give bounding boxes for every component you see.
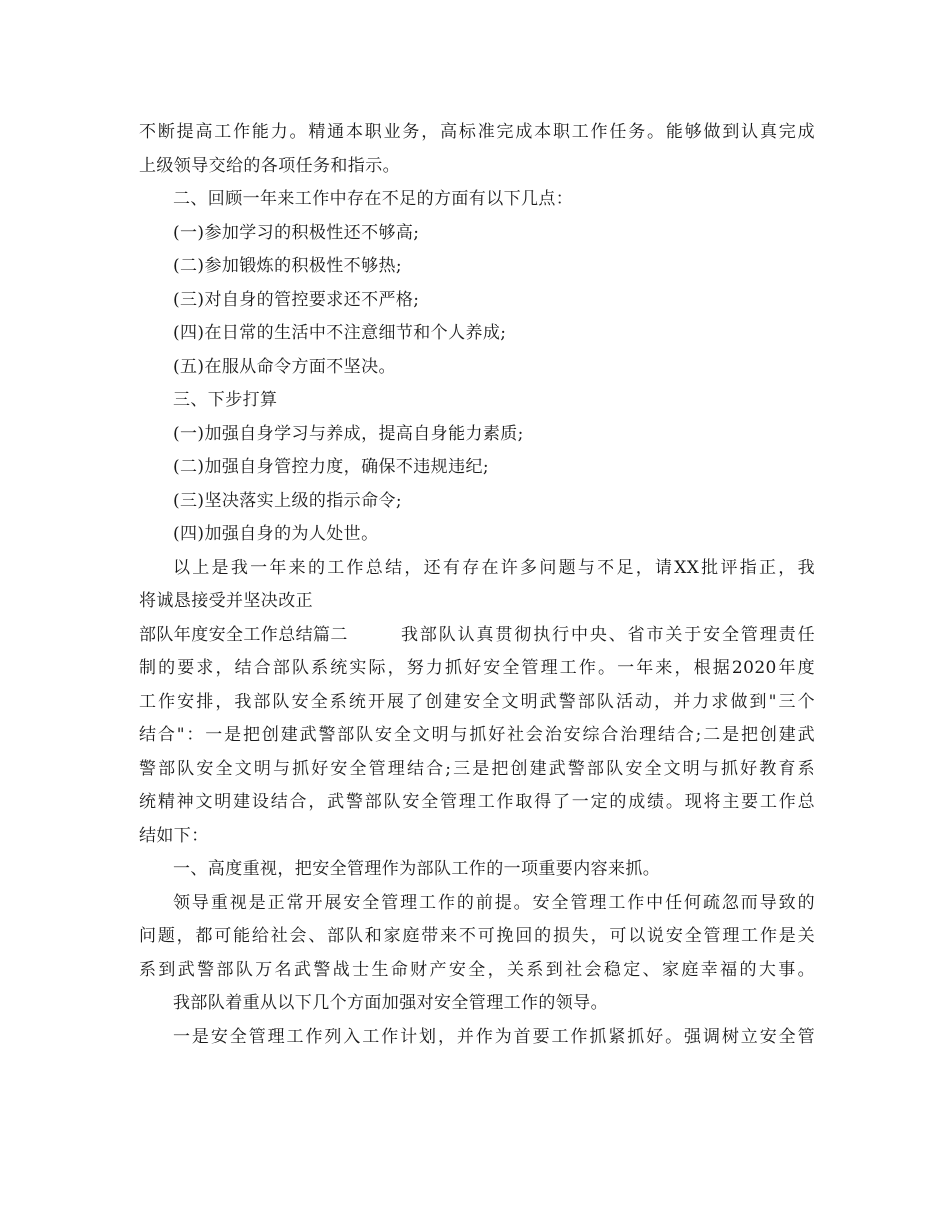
- text-line: 领导重视是正常开展安全管理工作的前提。安全管理工作中任何疏忽而导致的: [173, 892, 815, 913]
- text-line: 二、回顾一年来工作中存在不足的方面有以下几点：: [173, 189, 574, 209]
- text-line: (三)对自身的管控要求还不严格;: [173, 289, 420, 310]
- text-line: 结合"：一是把创建武警部队安全文明与抓好社会治安综合治理结合;二是把创建武: [139, 725, 815, 745]
- text-line: 问题，都可能给社会、部队和家庭带来不可挽回的损失，可以说安全管理工作是关: [139, 926, 815, 946]
- text-line: (一)加强自身学习与养成，提高自身能力素质;: [173, 423, 524, 444]
- text-line: 一是安全管理工作列入工作计划，并作为首要工作抓紧抓好。强调树立安全管: [173, 1026, 815, 1047]
- text-line: 三、下步打算: [173, 390, 278, 410]
- text-line: 工作安排，我部队安全系统开展了创建安全文明武警部队活动，并力求做到"三个: [139, 691, 815, 712]
- text-line: (一)参加学习的积极性还不够高;: [173, 222, 420, 243]
- text-line: 上级领导交给的各项任务和指示。: [139, 155, 400, 176]
- text-line: 统精神文明建设结合，武警部队安全管理工作取得了一定的成绩。现将主要工作总: [139, 792, 815, 812]
- text-line: 将诚恳接受并坚决改正: [139, 591, 313, 611]
- text-line: (三)坚决落实上级的指示命令;: [173, 490, 402, 511]
- text-line: 制的要求，结合部队系统实际，努力抓好安全管理工作。一年来，根据2020年度: [139, 658, 815, 678]
- text-line: (二)参加锻炼的积极性不够热;: [173, 256, 402, 276]
- text-line: 警部队安全文明与抓好安全管理结合;三是把创建武警部队安全文明与抓好教育系: [139, 758, 815, 779]
- text-line: 以上是我一年来的工作总结，还有存在许多问题与不足，请XX批评指正，我: [173, 557, 815, 578]
- text-line: 不断提高工作能力。精通本职业务，高标准完成本职工作任务。能够做到认真完成: [139, 122, 815, 142]
- document-body: [139, 116, 815, 1054]
- text-block-bottom: [139, 652, 815, 1054]
- text-line: 一、高度重视，把安全管理作为部队工作的一项重要内容来抓。: [173, 859, 661, 879]
- text-line: (五)在服从命令方面不坚决。: [173, 356, 396, 377]
- text-line: (四)加强自身的为人处世。: [173, 524, 379, 544]
- section-title-rest: 我部队认真贯彻执行中央、省市关于安全管理责任: [401, 624, 815, 645]
- text-block-top: [139, 116, 815, 619]
- text-line: (四)在日常的生活中不注意细节和个人养成;: [173, 323, 507, 343]
- text-line: 我部队着重从以下几个方面加强对安全管理工作的领导。: [173, 993, 608, 1013]
- section-title-line: [139, 619, 815, 653]
- text-line: 结如下：: [139, 825, 209, 846]
- text-line: 系到武警部队万名武警战士生命财产安全，关系到社会稳定、家庭幸福的大事。: [139, 959, 815, 980]
- section-title: 部队年度安全工作总结篇二: [139, 624, 348, 645]
- text-line: (二)加强自身管控力度，确保不违规违纪;: [173, 457, 489, 477]
